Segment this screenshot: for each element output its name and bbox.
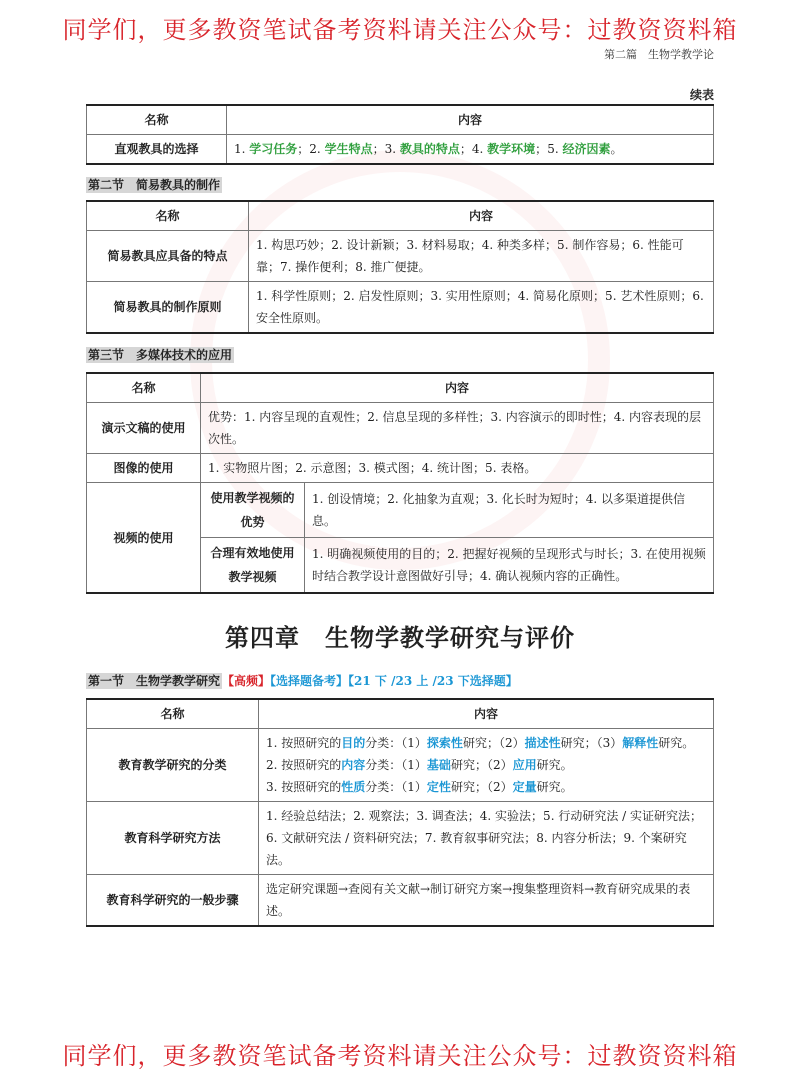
tag-exam-years: 【21 下 /23 上 /23 下选择题】 — [348, 674, 518, 688]
row-content: 1. 创设情境；2. 化抽象为直观；3. 化长时为短时；4. 以多渠道提供信息。 — [305, 483, 714, 538]
header-name: 名称 — [87, 105, 227, 135]
row-name: 视频的使用 — [87, 483, 201, 594]
section-heading: 第三节 多媒体技术的应用 — [88, 348, 233, 362]
continued-label: 续表 — [689, 88, 714, 102]
row-name: 图像的使用 — [87, 454, 201, 483]
section3-table — [86, 372, 714, 594]
row-name: 演示文稿的使用 — [87, 403, 201, 454]
header-content: 内容 — [227, 105, 714, 135]
row-name: 简易教具的制作原则 — [87, 282, 249, 334]
sub-row-name: 合理有效地使用教学视频 — [201, 538, 305, 594]
tag-choice-prep: 【选择题备考】 — [270, 674, 349, 688]
row-name: 教育科学研究的一般步骤 — [87, 875, 259, 927]
row-content: 1. 经验总结法；2. 观察法；3. 调查法；4. 实验法；5. 行动研究法 / 实证研究法；6. 文献研究法 / 资料研究法；7. 教育叙事研究法；8. 内容分析法；9. 个案研究法。 — [259, 802, 714, 875]
row-name: 简易教具应具备的特点 — [87, 231, 249, 282]
header-name: 名称 — [87, 699, 259, 729]
running-head: 第二篇 生物学教学论 — [604, 48, 714, 61]
header-content: 内容 — [259, 699, 714, 729]
header-content: 内容 — [249, 201, 714, 231]
row-content: 1. 明确视频使用的目的；2. 把握好视频的呈现形式与时长；3. 在使用视频时结合教学设计意图做好引导；4. 确认视频内容的正确性。 — [305, 538, 714, 594]
section2-table — [86, 200, 714, 334]
row-name: 教育科学研究方法 — [87, 802, 259, 875]
header-content: 内容 — [201, 373, 714, 403]
sub-row-name: 使用教学视频的优势 — [201, 483, 305, 538]
row-content: 1. 学习任务；2. 学生特点；3. 教具的特点；4. 教学环境；5. 经济因素。 — [227, 135, 714, 165]
row-name: 直观教具的选择 — [87, 135, 227, 165]
section-heading: 第二节 简易教具的制作 — [88, 178, 221, 192]
row-content: 选定研究课题→查阅有关文献→制订研究方案→搜集整理资料→教育研究成果的表述。 — [259, 875, 714, 927]
promo-banner-bottom: 同学们，更多教资笔试备考资料请关注公众号：过教资资料箱 — [62, 1042, 738, 1070]
continued-table — [86, 104, 714, 165]
chapter-title: 第四章 生物学教学研究与评价 — [225, 623, 575, 652]
section-heading: 第一节 生物学教学研究 【高频】【选择题备考】【21 下 /23 上 /23 下选择题】 — [88, 674, 518, 688]
section4-table — [86, 698, 714, 927]
row-content: 1. 按照研究的目的分类：（1）探索性研究；（2）描述性研究；（3）解释性研究。 2. 按照研究的内容分类：（1）基础研究；（2）应用研究。 3. 按照研究的性质分类：（1）定性研究；（2）定量研究。 — [259, 729, 714, 802]
tag-frequent: 【高频】 — [222, 674, 271, 688]
row-content: 1. 构思巧妙；2. 设计新颖；3. 材料易取；4. 种类多样；5. 制作容易；6. 性能可靠；7. 操作便利；8. 推广便捷。 — [249, 231, 714, 282]
row-name: 教育教学研究的分类 — [87, 729, 259, 802]
row-content: 优势：1. 内容呈现的直观性；2. 信息呈现的多样性；3. 内容演示的即时性；4. 内容表现的层次性。 — [201, 403, 714, 454]
header-name: 名称 — [87, 201, 249, 231]
header-name: 名称 — [87, 373, 201, 403]
row-content: 1. 科学性原则；2. 启发性原则；3. 实用性原则；4. 简易化原则；5. 艺术性原则；6. 安全性原则。 — [249, 282, 714, 334]
row-content: 1. 实物照片图；2. 示意图；3. 模式图；4. 统计图；5. 表格。 — [201, 454, 714, 483]
promo-banner-top: 同学们，更多教资笔试备考资料请关注公众号：过教资资料箱 — [62, 16, 738, 44]
